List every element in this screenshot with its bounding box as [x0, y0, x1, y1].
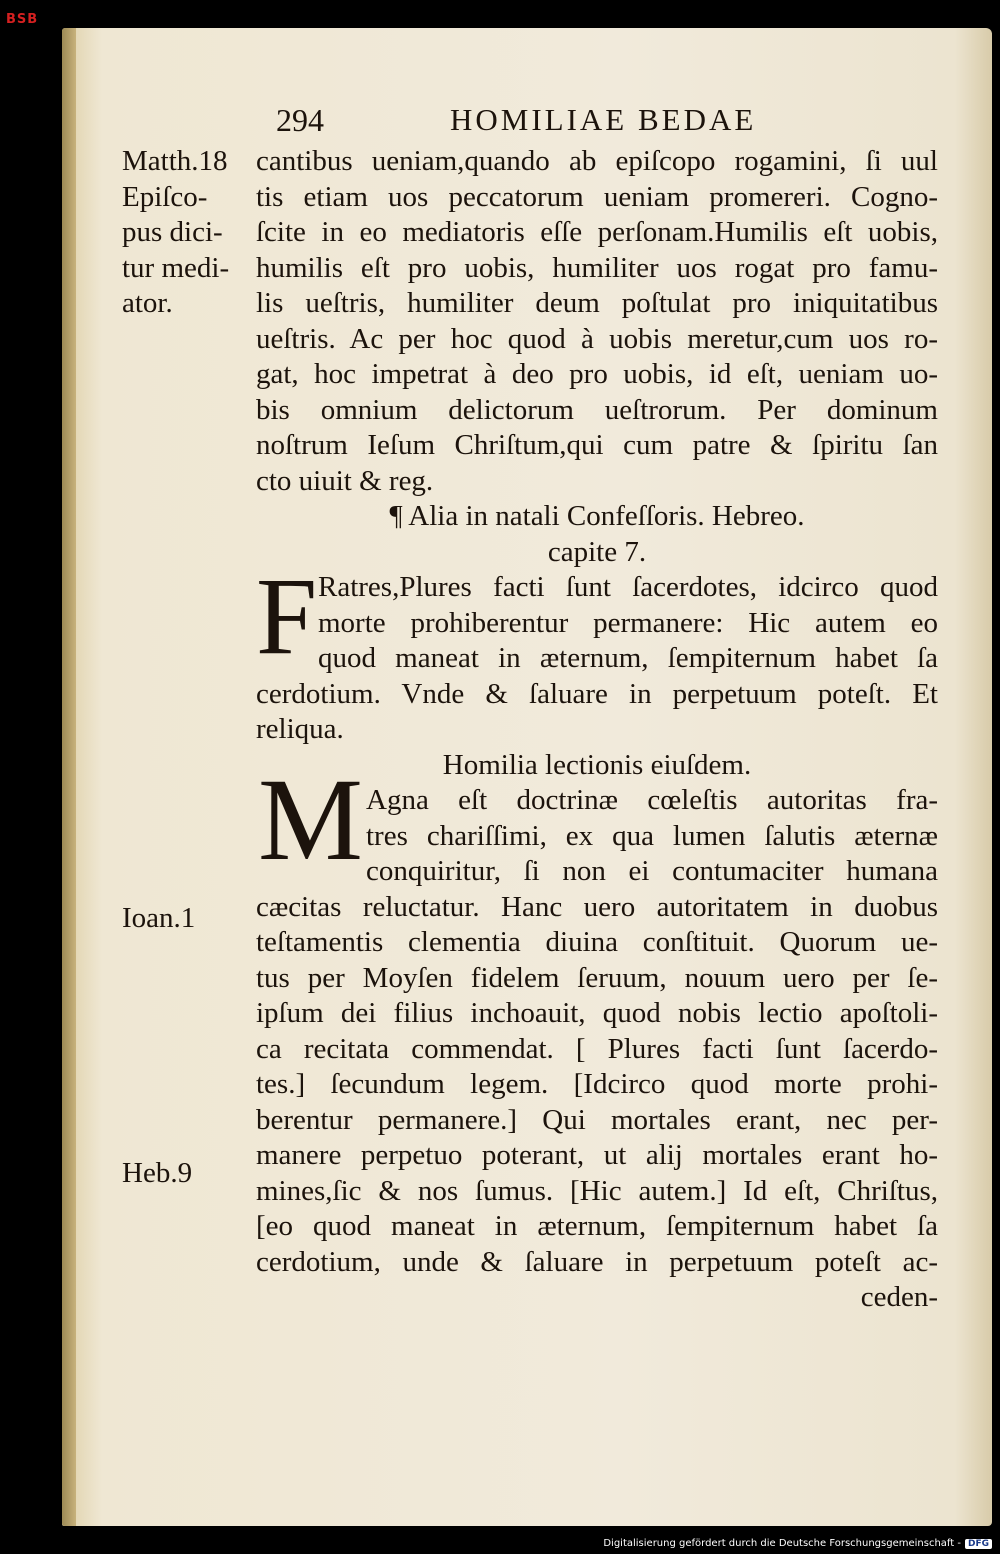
- text-line: mines,ſic & nos ſumus. [Hic autem.] Id eſt, Chriſtus,: [256, 1174, 938, 1207]
- text-line: tus per Moyſen fidelem ſeruum, nouum uero per ſe-: [256, 961, 938, 994]
- text-line: quod maneat in æternum, ſempiternum habet ſa: [318, 642, 938, 674]
- credit-text: Digitalisierung gefördert durch die Deutsche Forschungsgemeinschaft -: [603, 1538, 961, 1549]
- text-line: ca recitata commendat. [ Plures facti ſunt ſacerdo-: [256, 1032, 938, 1065]
- text-line: Agna eſt doctrinæ cœleſtis autoritas fra-: [366, 784, 938, 816]
- text-line: teſtamentis clementia diuina conſtituit. Quorum ue-: [256, 926, 938, 958]
- margin-note: pus dici-: [122, 216, 223, 248]
- text-line: tres chariſſimi, ex qua lumen ſalutis æternæ: [366, 819, 938, 852]
- main-text: [256, 144, 938, 1316]
- dfg-logo: DFG: [965, 1539, 992, 1549]
- margin-note: Epiſco-: [122, 180, 208, 213]
- text-line: [eo quod maneat in æternum, ſempiternum habet ſa: [256, 1210, 938, 1242]
- digitization-credit: [603, 1538, 992, 1549]
- margin-note: Heb.9: [122, 1157, 193, 1189]
- margin-notes: [122, 144, 252, 1244]
- text-line: berentur permanere.] Qui mortales erant, nec per-: [256, 1103, 938, 1136]
- text-line: tes.] ſecundum legem. [Idcirco quod morte prohi-: [256, 1068, 938, 1100]
- text-line: cæcitas reluctatur. Hanc uero autoritatem in duobus: [256, 890, 938, 923]
- homily-heading: Homilia lectionis eiuſdem.: [442, 748, 752, 781]
- drop-cap-m: M: [258, 754, 363, 885]
- book-title: HOMILIAE BEDAE: [450, 102, 757, 137]
- text-line: ueſtris. Ac per hoc quod à uobis meretur,cum uos ro-: [256, 322, 938, 355]
- drop-cap-f: F: [256, 555, 318, 677]
- catchword: ceden-: [860, 1281, 938, 1313]
- text-line: lis ueſtris, humiliter deum poſtulat pro iniquitatibus: [256, 287, 938, 319]
- text-line: tis etiam uos peccatorum ueniam promereri. Cogno-: [256, 180, 938, 213]
- section-heading-cont: capite 7.: [547, 535, 647, 568]
- margin-note: tur medi-: [122, 251, 230, 284]
- text-line: cantibus ueniam,quando ab epiſcopo rogamini, ſi uul: [256, 145, 938, 177]
- section-heading: ¶ Alia in natali Confeſſoris. Hebreo.: [389, 500, 805, 532]
- text-line: bis omnium delictorum ueſtrorum. Per dominum: [256, 393, 938, 426]
- text-line: Ratres,Plures facti ſunt ſacerdotes, idcirco quod: [318, 571, 938, 603]
- text-line: reliqua.: [256, 713, 344, 745]
- text-line: cto uiuit & reg.: [256, 464, 434, 497]
- text-line: noſtrum Ieſum Chriſtum,qui cum patre & ſpiritu ſan: [256, 429, 938, 461]
- text-line: morte prohiberentur permanere: Hic autem eo: [318, 606, 938, 639]
- margin-note: Ioan.1: [122, 902, 196, 934]
- text-line: cerdotium. Vnde & ſaluare in perpetuum poteſt. Et: [256, 677, 938, 710]
- page-number: 294: [276, 102, 324, 138]
- text-line: cerdotium, unde & ſaluare in perpetuum poteſt ac-: [256, 1245, 938, 1278]
- text-line: humilis eſt pro uobis, humiliter uos rogat pro famu-: [256, 251, 938, 284]
- text-line: ipſum dei filius inchoauit, quod nobis lectio apoſtoli-: [256, 997, 938, 1029]
- text-line: ſcite in eo mediatoris eſſe perſonam.Humilis eſt uobis,: [256, 216, 938, 248]
- text-line: conquiritur, ſi non ei contumaciter humana: [366, 855, 938, 887]
- running-head: [0, 100, 1000, 148]
- margin-note: ator.: [122, 287, 173, 319]
- bsb-logo: BSB: [6, 12, 39, 27]
- text-line: gat, hoc impetrat à deo pro uobis, id eſt, ueniam uo-: [256, 358, 938, 390]
- page-gutter-edge: [62, 28, 76, 1526]
- text-line: manere perpetuo poterant, ut alij mortales erant ho-: [256, 1139, 938, 1171]
- margin-note: Matth.18: [122, 145, 228, 177]
